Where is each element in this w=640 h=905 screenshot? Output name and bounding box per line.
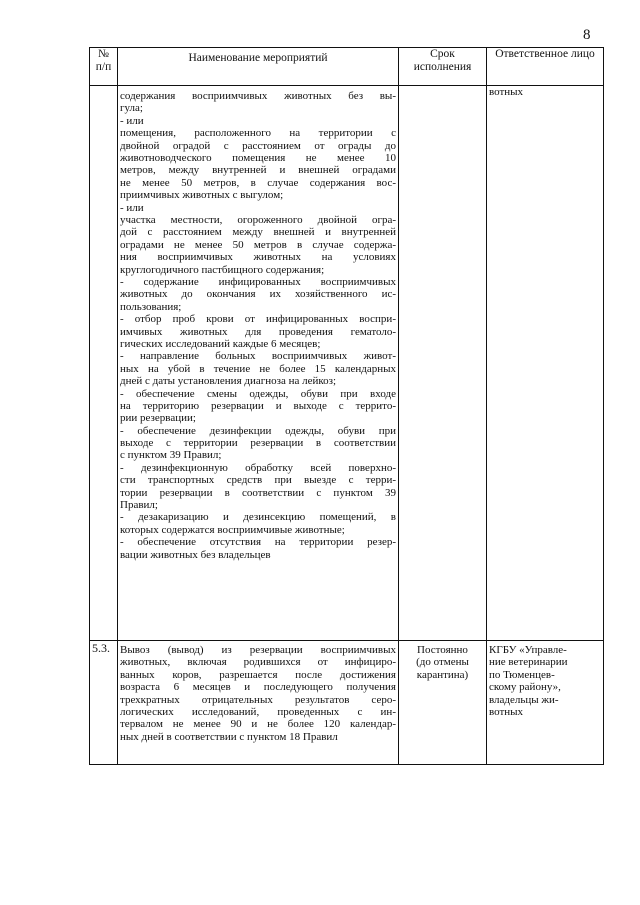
text-line: ние ветеринарии [489,656,568,669]
text-line: животных до окончания их хозяйственного ис- [120,288,396,301]
text-line: - или [120,201,144,214]
header-num: № п/п [90,48,118,86]
text-line: логических исследований, проведенных с ин- [120,705,396,718]
text-line: владельцы жи- [489,693,559,706]
text-line: Правил; [120,499,158,512]
text-line: дней с даты установления диагноза на лейкоз; [120,375,337,388]
cell-name-5-3 [118,641,399,765]
text-line: - обеспечение дезинфекции одежды, обуви при [120,424,396,437]
text-line: приимчивых животных с выгулом; [120,189,284,202]
text-line: не менее 50 метров, в случае содержания вос- [120,176,396,189]
cell-responsible-5-3 [487,641,604,765]
text-line: ных на убой в течение не более 15 календарных [120,362,396,375]
header-term: Срок исполнения [399,48,487,86]
text-line: ванных коров, разрешается после достижения [120,668,396,681]
text-line: по Тюменцев- [489,668,555,681]
header-name: Наименование мероприятий [118,48,399,86]
measures-table [89,47,604,765]
text-line: тории резервации в соответствии с пунктом 39 [120,486,396,499]
text-line: на территорию резервации и выходе с террито- [120,399,396,412]
text-line: трехкратных отрицательных результатов серо- [120,693,396,706]
table-header-row [90,48,604,86]
text-line: - обеспечение смены одежды, обуви при входе [120,387,396,400]
text-line: пользования; [120,300,182,313]
text-line: Постоянно [417,644,468,656]
text-line: метров, между внутренней и внешней оградами [120,164,396,177]
text-line: - отбор проб крови от инфицированных воспри- [120,313,396,326]
cell-name-continued [118,86,399,641]
text-line: тервалом не менее 90 и не более 120 календар- [120,718,396,731]
text-line: животных, включая родившихся от инфициро- [120,656,396,669]
text-line: дой с расстоянием между внешней и внутренней [120,226,396,239]
text-line: с пунктом 39 Правил; [120,449,222,462]
text-line: ния восприимчивых животных на условиях [120,251,396,264]
continued-text [120,90,396,561]
text-line: гических исследований каждые 6 месяцев; [120,337,321,350]
row-5-3-responsible [489,644,601,718]
text-line: (до отмены [416,656,469,669]
text-line: - обеспечение отсутствия на территории резер- [120,536,396,549]
text-line: сти транспортных средств при выезде с терри- [120,474,396,487]
cell-num-continued [90,86,118,641]
text-line: скому району», [489,681,561,694]
text-line: карантина) [416,668,469,681]
text-line: участка местности, огороженного двойной огра- [120,213,396,226]
text-line: - или [120,114,144,127]
text-line: ных дней в соответствии с пунктом 18 Правил [120,730,338,743]
text-line: помещения, расположенного на территории с [120,127,396,140]
text-line: - направление больных восприимчивых живот- [120,350,396,363]
cell-num-5-3: 5.3. [90,641,118,765]
row-5-3-term [401,644,484,681]
text-line: которых содержатся восприимчивые животные; [120,523,345,536]
text-line: - содержание инфицированных восприимчивых [120,275,396,288]
cell-responsible-continued: вотных [487,86,604,641]
text-line: Вывоз (вывод) из резервации восприимчивых [120,644,396,656]
text-line: КГБУ «Управле- [489,644,567,656]
text-line: имчивых животных для проведения гематоло- [120,325,396,338]
text-line: - дезинфекционную обработку всей поверхно- [120,461,396,474]
table-row-continued [90,86,604,641]
text-line: содержания восприимчивых животных без вы- [120,90,396,102]
cell-term-5-3 [399,641,487,765]
header-responsible: Ответственное лицо [487,48,604,86]
text-line: - дезакаризацию и дезинсекцию помещений, в [120,511,396,524]
table-row-5-3 [90,641,604,765]
row-5-3-text [120,644,396,743]
text-line: возраста 6 месяцев и последующего получения [120,681,396,694]
text-line: животноводческого помещения не менее 10 [120,151,396,164]
text-line: вотных [489,706,524,719]
cell-term-continued [399,86,487,641]
text-line: круглогодичного пастбищного содержания; [120,263,325,276]
text-line: выходе с территории резервации в соответствии [120,437,396,450]
text-line: вации животных без владельцев [120,548,271,561]
page-number: 8 [583,27,591,43]
text-line: рии резервации; [120,412,196,425]
text-line: гула; [120,102,143,115]
text-line: оградами не менее 50 метров в случае содержа- [120,238,396,251]
text-line: двойной оградой с расстоянием от ограды до [120,139,396,152]
